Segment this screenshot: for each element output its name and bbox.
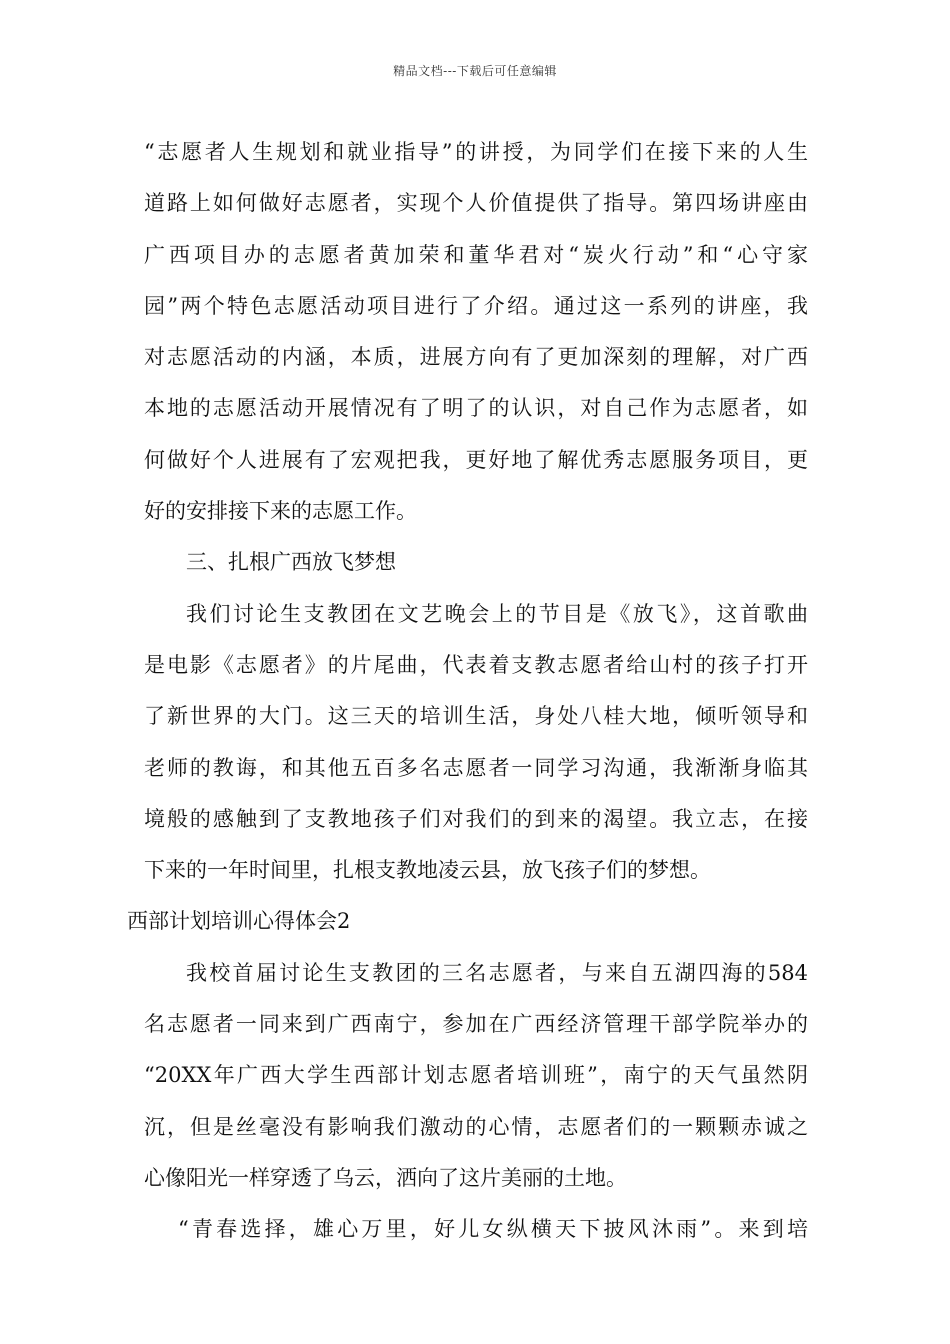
- text-line: “青春选择，雄心万里，好儿女纵横天下披风沐雨”。来到培: [178, 1217, 808, 1242]
- paragraph-dream: [144, 594, 808, 902]
- text-line: 老师的教诲，和其他五百多名志愿者一同学习沟通，我渐渐身临其: [144, 755, 808, 780]
- text-line: “志愿者人生规划和就业指导”的讲授，为同学们在接下来的人生: [144, 140, 808, 164]
- page-header: 精品文档---下载后可任意编辑: [393, 64, 557, 78]
- text-line: 了新世界的大门。这三天的培训生活，身处八桂大地，倾听领导和: [144, 704, 808, 729]
- text-line: 何做好个人进展有了宏观把我，更好地了解优秀志愿服务项目，更: [144, 447, 808, 472]
- section-heading: 三、扎根广西放飞梦想: [186, 550, 396, 575]
- text-line: 园”两个特色志愿活动项目进行了介绍。通过这一系列的讲座，我: [144, 293, 808, 318]
- text-line: “20XX年广西大学生西部计划志愿者培训班”，南宁的天气虽然阴: [144, 1063, 808, 1088]
- text-line: 心像阳光一样穿透了乌云，洒向了这片美丽的土地。: [144, 1165, 627, 1190]
- text-line: 本地的志愿活动开展情况有了明了的认识，对自己作为志愿者，如: [144, 396, 808, 421]
- text-line: 我们讨论生支教团在文艺晚会上的节目是《放飞》，这首歌曲: [186, 601, 808, 626]
- text-line: 境般的感触到了支教地孩子们对我们的到来的渴望。我立志，在接: [144, 806, 808, 831]
- paragraph-youth-choice: [144, 1209, 808, 1260]
- paragraph-arrival: [144, 953, 808, 1209]
- paragraph-lecture-summary: [144, 132, 808, 542]
- text-line: 广西项目办的志愿者黄加荣和董华君对“炭火行动”和“心守家: [144, 242, 808, 267]
- text-line: 沉，但是丝毫没有影响我们激动的心情，志愿者们的一颗颗赤诚之: [144, 1114, 808, 1139]
- document-body: [127, 132, 808, 1261]
- text-line: 对志愿活动的内涵，本质，进展方向有了更加深刻的理解，对广西: [144, 345, 808, 370]
- text-line: 是电影《志愿者》的片尾曲，代表着支教志愿者给山村的孩子打开: [144, 652, 808, 677]
- article-title: 西部计划培训心得体会2: [127, 909, 351, 934]
- text-line: 下来的一年时间里，扎根支教地凌云县，放飞孩子们的梦想。: [144, 858, 711, 883]
- text-line: 好的安排接下来的志愿工作。: [144, 499, 417, 524]
- text-line: 道路上如何做好志愿者，实现个人价值提供了指导。第四场讲座由: [144, 191, 808, 216]
- text-line: 我校首届讨论生支教团的三名志愿者，与来自五湖四海的584: [186, 960, 808, 985]
- text-line: 名志愿者一同来到广西南宁，参加在广西经济管理干部学院举办的: [144, 1012, 808, 1037]
